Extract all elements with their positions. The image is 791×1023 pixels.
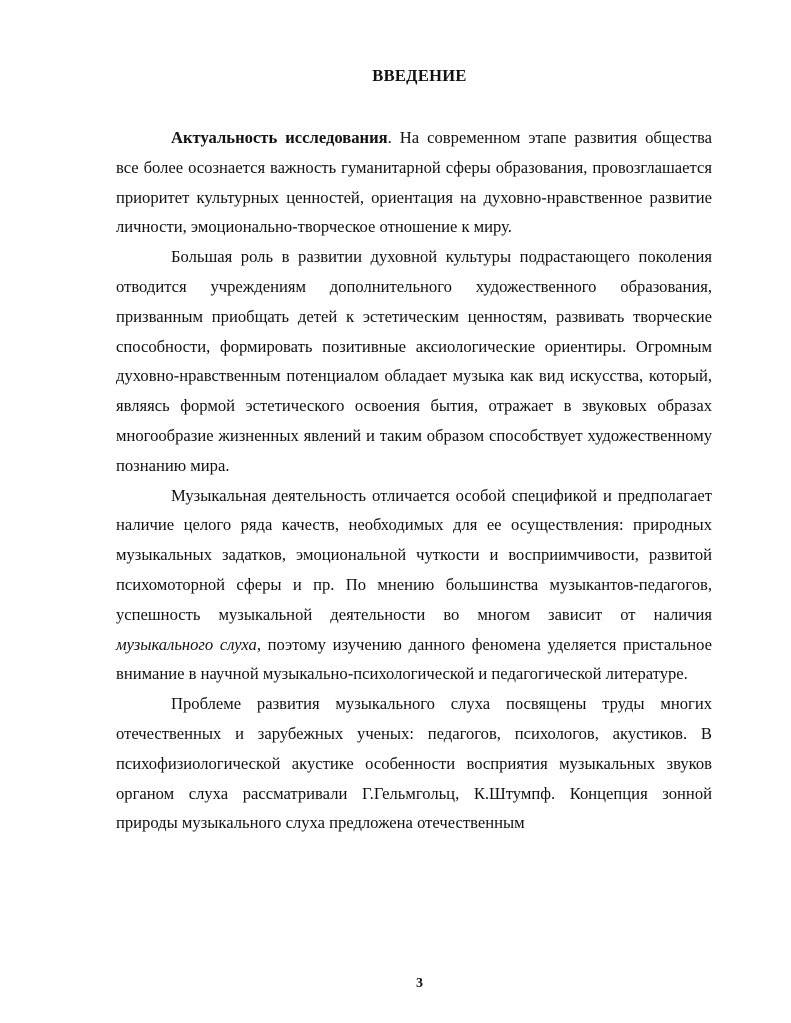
page-number: 3 — [416, 976, 423, 991]
relevance-heading: Актуальность исследования — [171, 128, 388, 147]
paragraph-research-problem: Проблеме развития музыкального слуха посвящены труды многих отечественных и зарубежных ученых: педагогов, психологов, акустиков. В психофизиологической акустике особенности восприятия музыкальных звуков органом слуха рассматривали Г.Гельмгольц, К.Штумпф. Концепция зонной природы музыкального слуха предложена отечественным — [116, 694, 712, 833]
paragraph-relevance — [116, 123, 712, 242]
relevance-text: . На современном этапе развития общества все более осознается важность гуманитарной сферы образования, провозглашается приоритет культурных ценностей, ориентация на духовно-нравственное развитие личности, эмоционально-творческое отношение к миру. — [116, 128, 712, 237]
paragraph-culture: Большая роль в развитии духовной культуры подрастающего поколения отводится учреждениям дополнительного художественного образования, призванным приобщать детей к эстетическим ценностям, развивать творческие способности, формировать позитивные аксиологические ориентиры. Огромным духовно-нравственным потенциалом обладает музыка как вид искусства, который, являясь формой эстетического освоения бытия, отражает в звуковых образах многообразие жизненных явлений и таким образом способствует художественному познанию мира. — [116, 247, 712, 475]
body-text — [116, 123, 712, 838]
music-activity-text-end: , поэтому изучению данного феномена уделяется пристальное внимание в научной музыкально-психологической и педагогической литературе. — [116, 634, 712, 684]
paragraph-music-activity — [116, 481, 712, 690]
page-title: ВВЕДЕНИЕ — [372, 66, 467, 85]
musical-ear-term: музыкального слуха — [116, 634, 257, 654]
music-activity-text-start: Музыкальная деятельность отличается особой спецификой и предполагает наличие целого ряда качеств, необходимых для ее осуществления: природных музыкальных задатков, эмоциональной чуткости и восприимчивости, развитой психомоторной сферы и пр. По мнению большинства музыкантов-педагогов, успешность музыкальной деятельности во многом зависит от наличия — [116, 485, 712, 624]
